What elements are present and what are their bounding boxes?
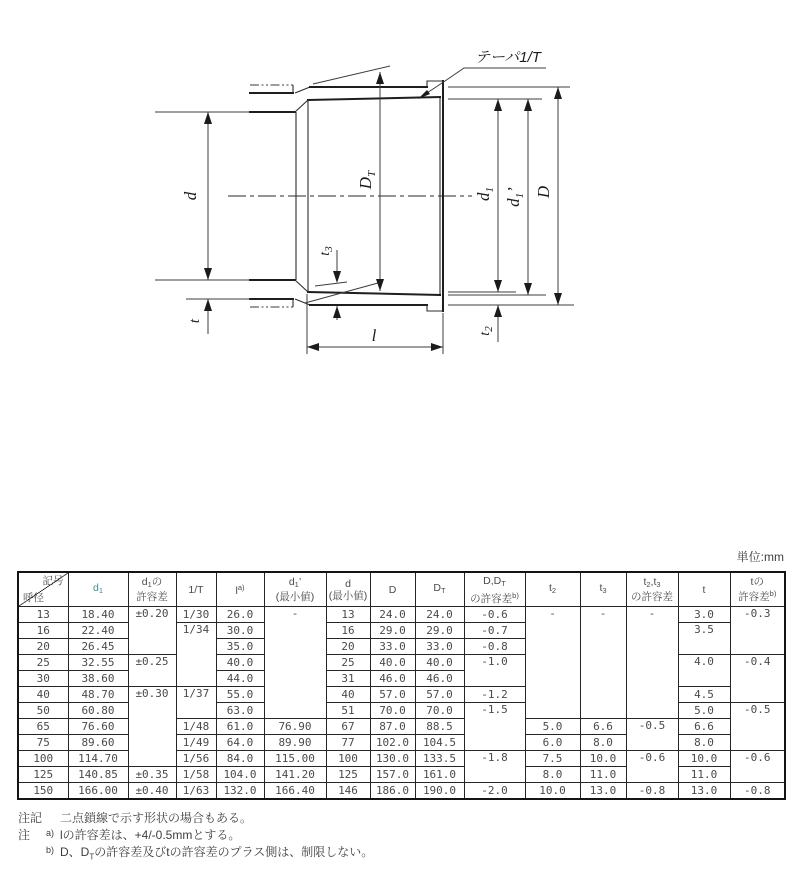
spec-cell: 46.0: [370, 671, 415, 687]
spec-cell: 132.0: [216, 783, 264, 800]
spec-cell: 13: [326, 607, 370, 623]
table-row: [18, 783, 785, 800]
spec-cell: 60.80: [68, 703, 128, 719]
spec-cell: 67: [326, 719, 370, 735]
spec-cell: 24.0: [415, 607, 464, 623]
note-line: [18, 827, 373, 844]
dim-label-d1: $d_1$: [474, 187, 496, 201]
spec-cell: 64.0: [216, 735, 264, 751]
spec-cell: 55.0: [216, 687, 264, 703]
spec-cell: 13.0: [580, 783, 626, 800]
notes: [18, 810, 373, 865]
spec-cell: 125: [326, 767, 370, 783]
spec-cell: 8.0: [580, 735, 626, 751]
spec-cell: 100: [18, 751, 68, 767]
spec-cell: 10.0: [580, 751, 626, 767]
spec-cell: ±0.40: [128, 783, 176, 800]
spec-cell: 10.0: [678, 751, 730, 767]
spec-cell: 40.0: [415, 655, 464, 671]
spec-cell: 1/37: [176, 687, 216, 719]
spec-cell: 77: [326, 735, 370, 751]
spec-cell: 6.0: [525, 735, 580, 751]
socket-outline: [250, 66, 443, 311]
spec-cell: 46.0: [415, 671, 464, 687]
note-text: D、$D_T$の許容差及びtの許容差のプラス側は、制限しない。: [60, 845, 374, 862]
column-header: t: [678, 572, 730, 607]
spec-cell: 89.60: [68, 735, 128, 751]
spec-cell: -: [580, 607, 626, 719]
spec-cell: 24.0: [370, 607, 415, 623]
spec-cell: 1/56: [176, 751, 216, 767]
column-header: $D,D_T$ の許容差$^{b)}$: [464, 572, 525, 607]
column-header: $d_1$’ (最小値): [264, 572, 326, 607]
dim-label-l: l: [371, 326, 377, 345]
spec-cell: 140.85: [68, 767, 128, 783]
spec-cell: 5.0: [525, 719, 580, 735]
spec-cell: 104.5: [415, 735, 464, 751]
spec-cell: -0.7: [464, 623, 525, 639]
spec-cell: 190.0: [415, 783, 464, 800]
spec-cell: 33.0: [415, 639, 464, 655]
spec-cell: 161.0: [415, 767, 464, 783]
spec-cell: 7.5: [525, 751, 580, 767]
spec-cell: 1/34: [176, 623, 216, 687]
spec-cell: 33.0: [370, 639, 415, 655]
note-superscript: a): [46, 828, 55, 838]
spec-cell: 75: [18, 735, 68, 751]
spec-table: [17, 571, 786, 800]
spec-cell: -0.5: [626, 719, 678, 751]
corner-label-symbol: 記号: [42, 575, 64, 587]
spec-cell: 88.5: [415, 719, 464, 735]
spec-cell: -0.6: [464, 607, 525, 623]
spec-cell: 40.0: [216, 655, 264, 671]
spec-cell: 4.0: [678, 655, 730, 687]
spec-cell: 1/58: [176, 767, 216, 783]
spec-cell: 57.0: [415, 687, 464, 703]
spec-cell: 20: [326, 639, 370, 655]
spec-cell: ±0.30: [128, 687, 176, 767]
spec-cell: -0.3: [730, 607, 785, 655]
spec-cell: 5.0: [678, 703, 730, 719]
spec-cell: 35.0: [216, 639, 264, 655]
spec-cell: 76.60: [68, 719, 128, 735]
spec-cell: 3.0: [678, 607, 730, 623]
spec-cell: -0.6: [626, 751, 678, 783]
dim-label-t: t: [187, 318, 203, 324]
column-header: tの 許容差$^{b)}$: [730, 572, 785, 607]
spec-cell: 29.0: [415, 623, 464, 639]
column-header: $t_2$: [525, 572, 580, 607]
dim-d1-prime: [448, 99, 546, 295]
column-header: D: [370, 572, 415, 607]
dim-t: [186, 299, 250, 334]
spec-cell: 6.6: [580, 719, 626, 735]
spec-cell: 70.0: [370, 703, 415, 719]
column-header: 1/T: [176, 572, 216, 607]
spec-cell: -0.8: [730, 783, 785, 800]
spec-cell: -1.2: [464, 687, 525, 703]
spec-cell: 25: [326, 655, 370, 671]
spec-cell: -: [626, 607, 678, 719]
spec-cell: 3.5: [678, 623, 730, 655]
spec-cell: 11.0: [580, 767, 626, 783]
column-header: $t_2,t_3$ の許容差: [626, 572, 678, 607]
spec-cell: 100: [326, 751, 370, 767]
spec-cell: 16: [18, 623, 68, 639]
spec-cell: 10.0: [525, 783, 580, 800]
spec-cell: 44.0: [216, 671, 264, 687]
spec-cell: 57.0: [370, 687, 415, 703]
dim-label-DT: $D_T$: [356, 170, 378, 190]
spec-cell: 4.5: [678, 687, 730, 703]
dim-label-d: d: [181, 191, 200, 201]
spec-cell: 70.0: [415, 703, 464, 719]
spec-cell: 130.0: [370, 751, 415, 767]
spec-cell: 8.0: [525, 767, 580, 783]
spec-cell: 65: [18, 719, 68, 735]
spec-cell: -1.5: [464, 703, 525, 751]
unit-label: 単位:mm: [736, 550, 784, 564]
spec-cell: -: [525, 607, 580, 719]
note-text: 二点鎖線で示す形状の場合もある。: [60, 811, 253, 825]
note-label: 注: [18, 828, 31, 842]
spec-cell: 26.0: [216, 607, 264, 623]
spec-cell: -0.5: [730, 703, 785, 751]
spec-cell: 141.20: [264, 767, 326, 783]
dim-label-D: D: [534, 185, 553, 199]
spec-cell: 50: [18, 703, 68, 719]
spec-cell: 16: [326, 623, 370, 639]
spec-cell: ±0.20: [128, 607, 176, 655]
spec-cell: 8.0: [678, 735, 730, 751]
spec-cell: 40.0: [370, 655, 415, 671]
spec-cell: 30.0: [216, 623, 264, 639]
dim-l: [307, 294, 443, 354]
note-label: 注記: [18, 811, 43, 825]
spec-cell: 1/49: [176, 735, 216, 751]
column-header: $D_T$: [415, 572, 464, 607]
spec-cell: 22.40: [68, 623, 128, 639]
taper-label: テーパ1/T: [475, 49, 541, 66]
spec-cell: 1/48: [176, 719, 216, 735]
spec-cell: -0.8: [626, 783, 678, 800]
dim-label-t2: $t_2$: [478, 326, 495, 336]
spec-cell: -0.8: [464, 639, 525, 655]
spec-cell: 18.40: [68, 607, 128, 623]
spec-cell: 29.0: [370, 623, 415, 639]
spec-cell: 11.0: [678, 767, 730, 783]
spec-cell: -0.4: [730, 655, 785, 703]
spec-cell: 25: [18, 655, 68, 671]
spec-cell: 84.0: [216, 751, 264, 767]
spec-cell: ±0.35: [128, 767, 176, 783]
note-text: lの許容差は、+4/-0.5mmとする。: [60, 828, 241, 842]
spec-cell: 31: [326, 671, 370, 687]
dim-t2: [478, 305, 502, 342]
column-header: $d_1$: [68, 572, 128, 607]
column-header: $l^{a)}$: [216, 572, 264, 607]
spec-cell: 61.0: [216, 719, 264, 735]
spec-cell: 157.0: [370, 767, 415, 783]
spec-cell: 186.0: [370, 783, 415, 800]
spec-cell: -1.8: [464, 751, 525, 783]
spec-cell: 114.70: [68, 751, 128, 767]
spec-cell: 63.0: [216, 703, 264, 719]
spec-cell: 26.45: [68, 639, 128, 655]
spec-cell: 51: [326, 703, 370, 719]
dim-DT: [356, 72, 384, 291]
spec-cell: 76.90: [264, 719, 326, 735]
column-header: $t_3$: [580, 572, 626, 607]
dim-label-d1-prime: $d_1$’: [504, 187, 526, 207]
spec-cell: 40: [326, 687, 370, 703]
spec-cell: 166.40: [264, 783, 326, 800]
spec-cell: -: [264, 607, 326, 719]
spec-cell: 13: [18, 607, 68, 623]
spec-cell: 6.6: [678, 719, 730, 735]
spec-cell: 87.0: [370, 719, 415, 735]
spec-cell: 102.0: [370, 735, 415, 751]
spec-cell: ±0.25: [128, 655, 176, 687]
spec-cell: -0.6: [730, 751, 785, 783]
spec-cell: 48.70: [68, 687, 128, 703]
spec-cell: -2.0: [464, 783, 525, 800]
column-header: d (最小値): [326, 572, 370, 607]
spec-cell: 20: [18, 639, 68, 655]
column-header: $d_1$の 許容差: [128, 572, 176, 607]
spec-cell: 125: [18, 767, 68, 783]
corner-header: [18, 572, 68, 607]
note-line: [18, 844, 373, 865]
corner-label-size: 呼径: [23, 592, 44, 604]
spec-cell: 104.0: [216, 767, 264, 783]
spec-cell: 30: [18, 671, 68, 687]
note-line: [18, 810, 373, 827]
spec-cell: 1/30: [176, 607, 216, 623]
dim-label-t3: $t_3$: [318, 246, 335, 256]
taper-leader: [418, 68, 546, 99]
spec-cell: 150: [18, 783, 68, 800]
spec-cell: 115.00: [264, 751, 326, 767]
note-superscript: b): [46, 845, 55, 855]
spec-cell: 40: [18, 687, 68, 703]
spec-cell: 133.5: [415, 751, 464, 767]
spec-cell: 38.60: [68, 671, 128, 687]
spec-cell: 166.00: [68, 783, 128, 800]
dim-D: [448, 87, 574, 305]
spec-cell: -1.0: [464, 655, 525, 687]
spec-cell: 146: [326, 783, 370, 800]
spec-cell: 89.90: [264, 735, 326, 751]
table-row: [18, 607, 785, 623]
spec-cell: 13.0: [678, 783, 730, 800]
spec-cell: 1/63: [176, 783, 216, 800]
spec-cell: 32.55: [68, 655, 128, 671]
